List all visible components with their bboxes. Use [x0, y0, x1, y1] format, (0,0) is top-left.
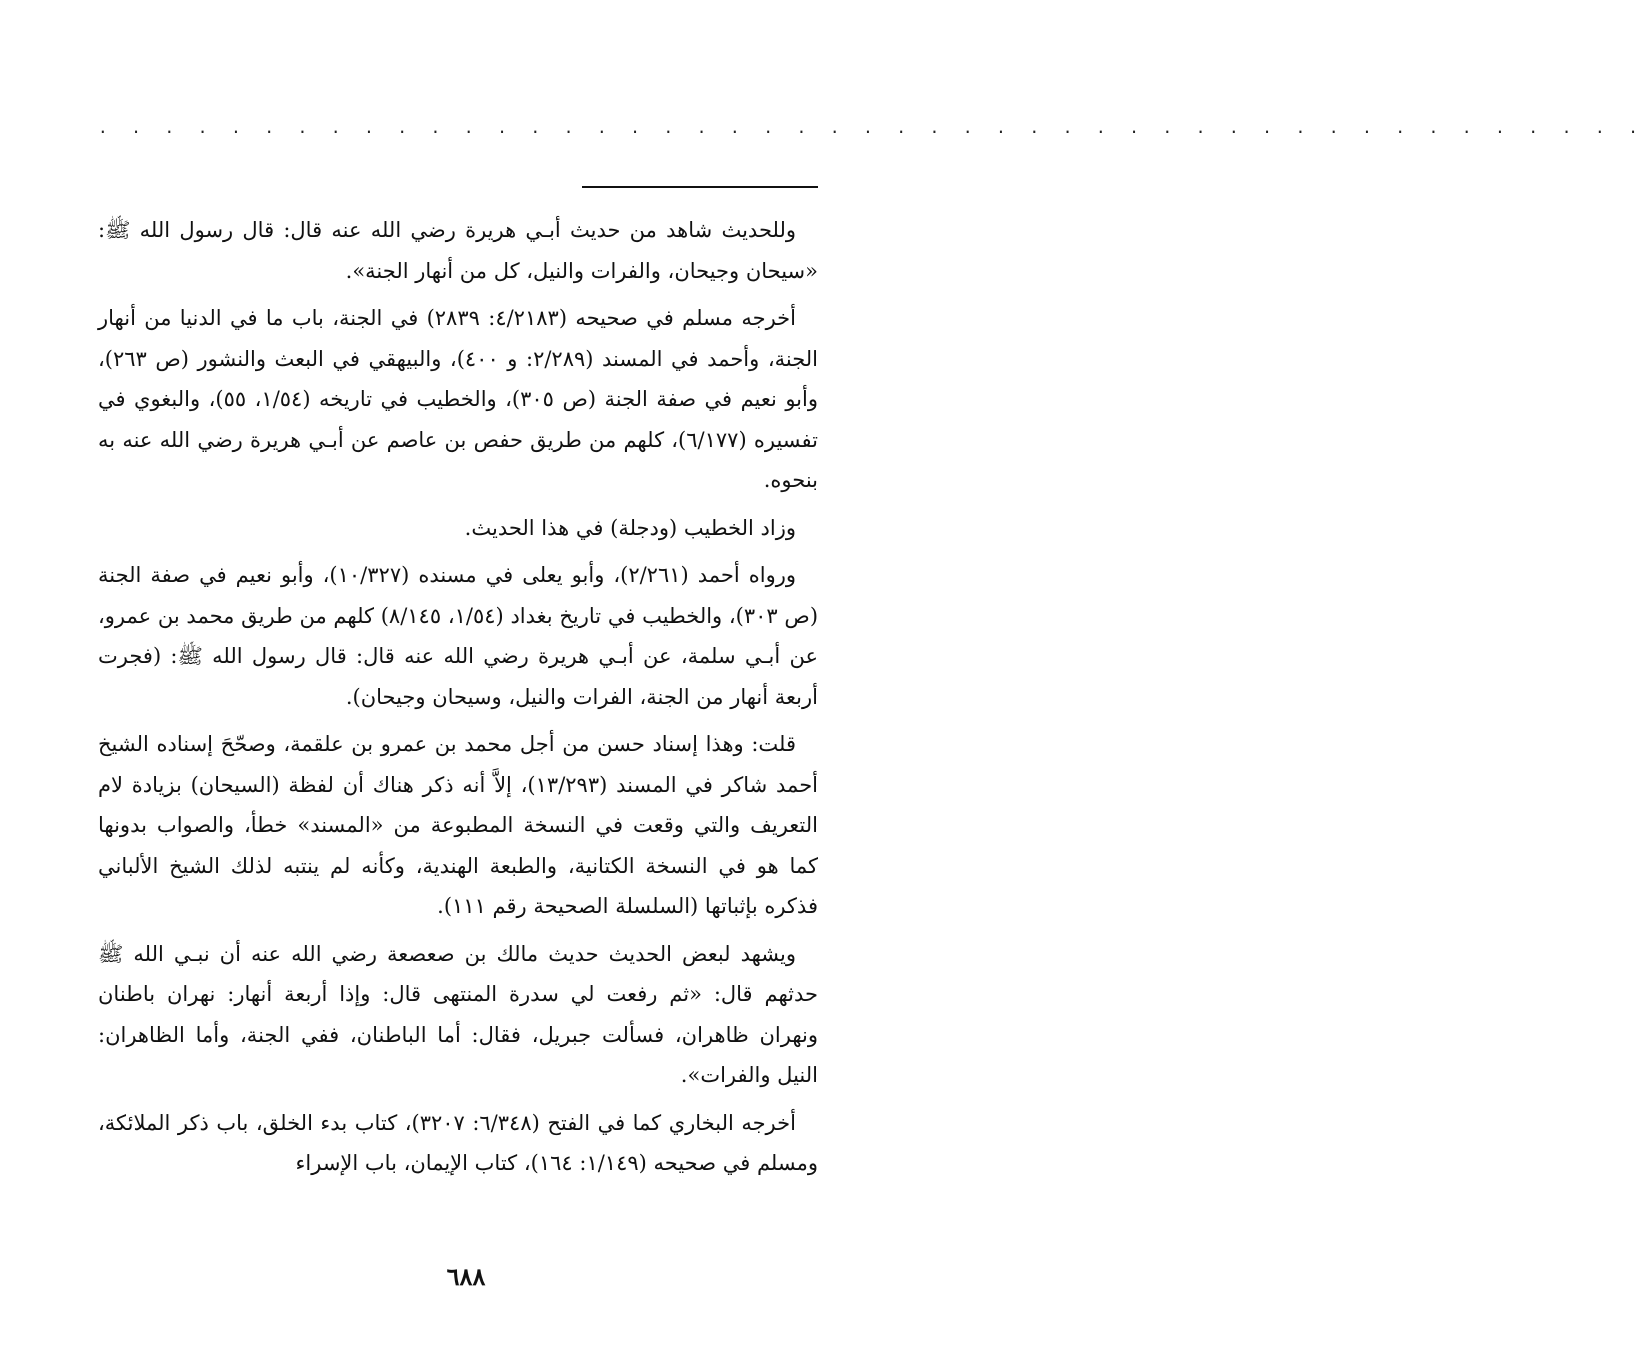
paragraph-2: أخرجه مسلم في صحيحه (٤/٢١٨٣: ٢٨٣٩) في الجنة، باب ما في الدنيا من أنهار الجنة، وأحمد في المسند (٢/٢٨٩: و ٤٠٠)، والبيهقي في البعث والنشور (ص ٢٦٣)، وأبو نعيم في صفة الجنة (ص ٣٠٥)، والخطيب في تاريخه (١/٥٤، ٥٥)، والبغوي في تفسيره (٦/١٧٧)، كلهم من طريق حفص بن عاصم عن أبـي هريرة رضي الله عنه به بنحوه.	[98, 306, 819, 492]
footnote-text	[98, 210, 818, 1191]
paragraph-4: ورواه أحمد (٢/٢٦١)، وأبو يعلى في مسنده (١٠/٣٢٧)، وأبو نعيم في صفة الجنة (ص ٣٠٣)، والخطيب في تاريخ بغداد (١/٥٤، ٨/١٤٥) كلهم من طريق محمد بن عمرو، عن أبـي سلمة، عن أبـي هريرة رضي الله عنه قال: قال رسول الله ﷺ: (فجرت أربعة أنهار من الجنة، الفرات والنيل، وسيحان وجيحان).	[98, 563, 819, 709]
page-number: ٦٨٨	[446, 1262, 486, 1291]
dotted-separator: . . . . . . . . . . . . . . . . . . . . . . . . . . . . . . . . . . . . . . . . . . . . . . .	[98, 118, 1645, 137]
paragraph-5: قلت: وهذا إسناد حسن من أجل محمد بن عمرو بن علقمة، وصحّحَ إسناده الشيخ أحمد شاكر في المسند (١٣/٢٩٣)، إلاَّ أنه ذكر هناك أن لفظة (السيحان) بزيادة لام التعريف والتي وقعت في النسخة المطبوعة من «المسند» خطأ، والصواب بدونها كما هو في النسخة الكتانية، والطبعة الهندية، وكأنه لم ينتبه لذلك الشيخ الألباني فذكره بإثباتها (السلسلة الصحيحة رقم ١١١).	[98, 732, 819, 918]
paragraph-3: وزاد الخطيب (ودجلة) في هذا الحديث.	[464, 515, 796, 540]
paragraph-1: وللحديث شاهد من حديث أبـي هريرة رضي الله عنه قال: قال رسول الله ﷺ: «سيحان وجيحان، والفرات والنيل، كل من أنهار الجنة».	[98, 218, 818, 283]
paragraph-7: أخرجه البخاري كما في الفتح (٦/٣٤٨: ٣٢٠٧)، كتاب بدء الخلق، باب ذكر الملائكة، ومسلم في صحيحه (١/١٤٩: ١٦٤)، كتاب الإيمان، باب الإسراء	[98, 1110, 818, 1175]
paragraph-6: ويشهد لبعض الحديث حديث مالك بن صعصعة رضي الله عنه أن نبـي الله ﷺ حدثهم قال: «ثم رفعت لي سدرة المنتهى قال: وإذا أربعة أنهار: نهران باطنان ونهران ظاهران، فسألت جبريل، فقال: أما الباطنان، ففي الجنة، وأما الظاهران: النيل والفرات».	[98, 941, 818, 1087]
footnote-rule	[582, 186, 818, 188]
